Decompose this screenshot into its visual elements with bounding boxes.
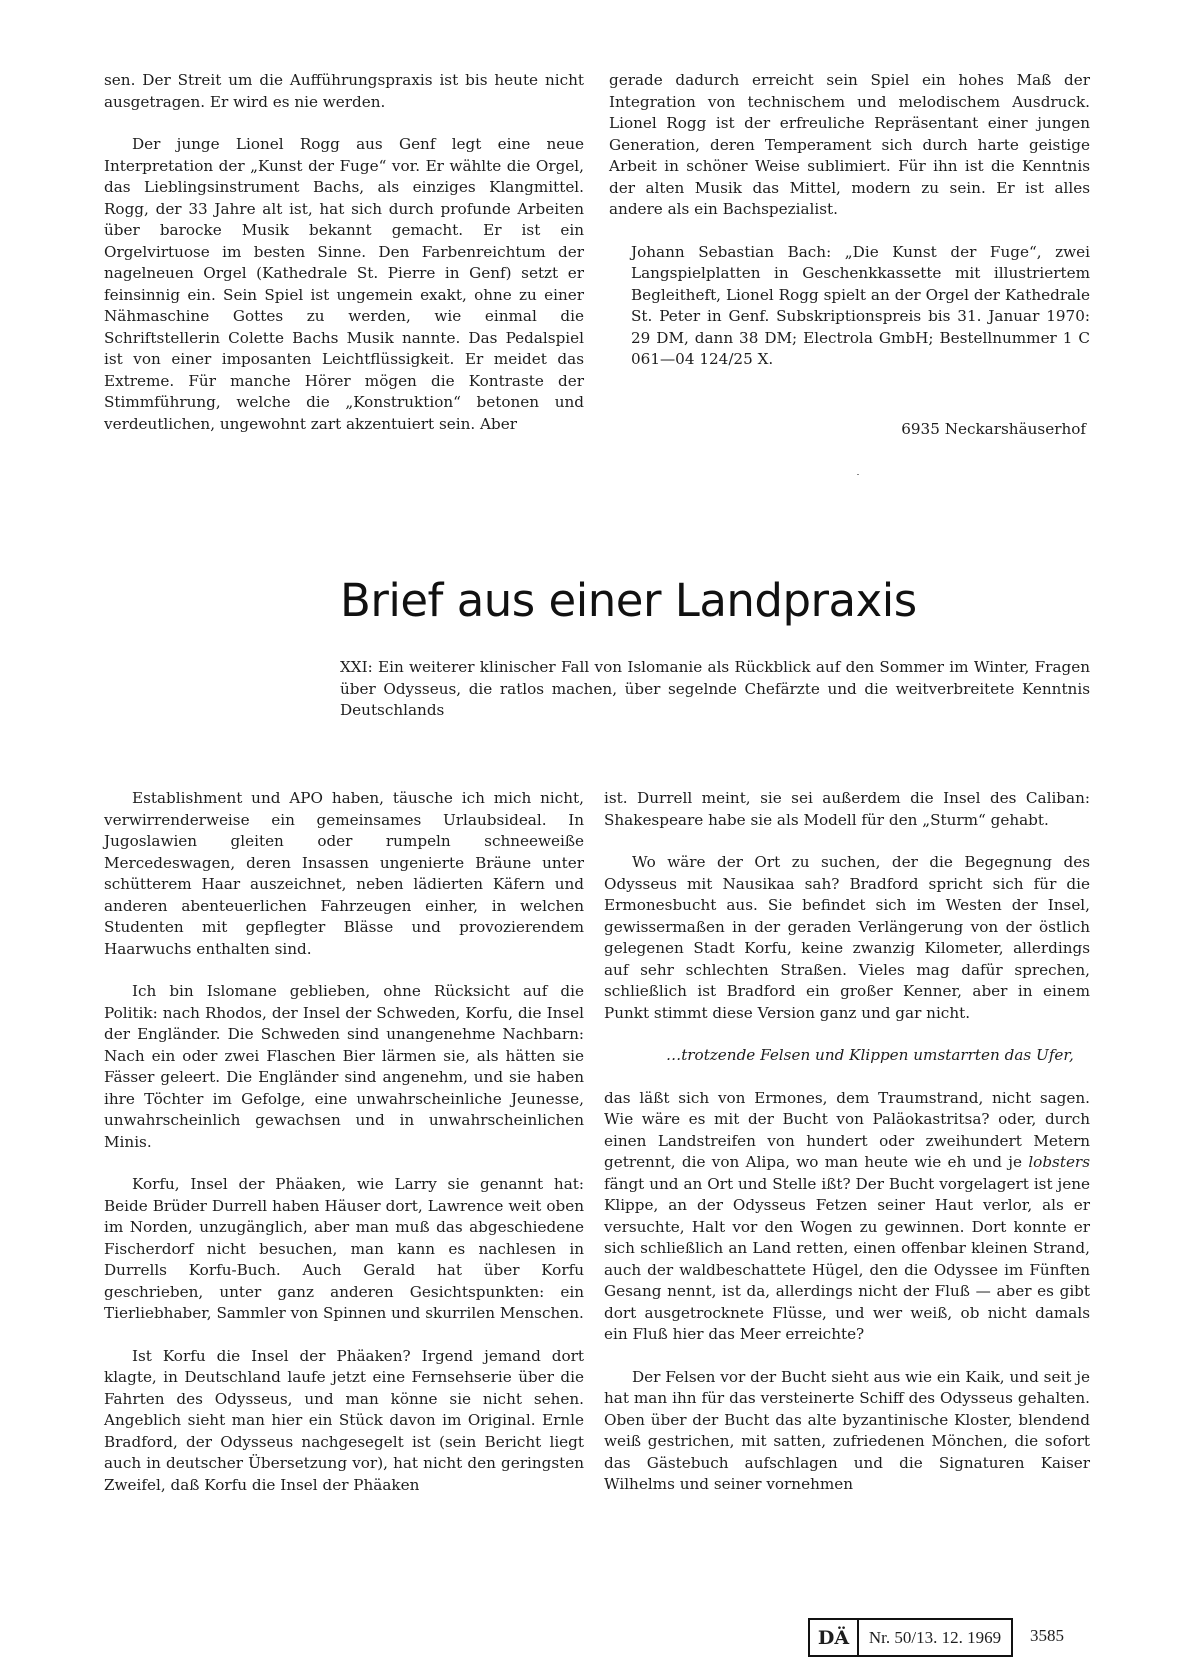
print-speck	[857, 474, 859, 475]
paragraph: sen. Der Streit um die Aufführungspraxis ist bis heute nicht ausgetragen. Er wird es nie werden.	[104, 71, 584, 111]
page-number: 3585	[1030, 1626, 1064, 1645]
journal-footer	[808, 1618, 1013, 1657]
italic-word: lobsters	[1028, 1153, 1090, 1171]
paragraph: Wo wäre der Ort zu suchen, der die Begegnung des Odysseus mit Nausikaa sah? Bradford spricht sich für die Ermonesbucht aus. Sie befindet sich im Westen der Insel, gewissermaßen in der geraden Verlängerung von der östlich gelegenen Stadt Korfu, keine zwanzig Kilometer, allerdings auf sehr schlechten Straßen. Vieles mag dafür sprechen, schließlich ist Bradford ein großer Kenner, aber in einem Punkt stimmt diese Version ganz und gar nicht.	[604, 853, 1090, 1022]
paragraph: Der Felsen vor der Bucht sieht aus wie ein Kaik, und seit je hat man ihn für das versteinerte Schiff des Odysseus gehalten. Oben über der Bucht das alte byzantinische Kloster, blendend weiß gestrichen, mit satten, zufriedenen Mönchen, die sofort das Gästebuch aufschlagen und die Signaturen Kaiser Wilhelms und seiner vornehmen	[604, 1367, 1090, 1493]
record-citation: Johann Sebastian Bach: „Die Kunst der Fuge“, zwei Langspielplatten in Geschenkkassette mit illustriertem Begleitheft, Lionel Rogg spielt an der Orgel der Kathedrale St. Peter in Genf. Subskriptionspreis bis 31. Januar 1970: 29 DM, dann 38 DM; Electrola GmbH; Bestellnummer 1 C 061—04 124/25 X.	[631, 242, 1090, 368]
paragraph: gerade dadurch erreicht sein Spiel ein hohes Maß der Integration von technischem und melodischem Ausdruck. Lionel Rogg ist der erfreuliche Repräsentant einer jungen Generation, deren Temperament sich durch harte geistige Arbeit in schöner Weise sublimiert. Für ihn ist die Kenntnis der alten Musik das Mittel, modern zu sein. Er ist alles andere als ein Bachspezialist.	[609, 71, 1090, 218]
bottom-right-column	[604, 788, 1090, 1496]
article-subtitle: XXI: Ein weiterer klinischer Fall von Islomanie als Rückblick auf den Sommer im Winter, Fragen über Odysseus, die ratlos machen, über segelnde Chefärzte und die weitverbreitete Kenntnis Deutschlands	[340, 658, 1090, 719]
odyssey-quote: …trotzende Felsen und Klippen umstarrten das Ufer,	[666, 1046, 1074, 1064]
author-location: 6935 Neckarshäuserhof	[901, 420, 1086, 438]
article-title: Brief aus einer Landpraxis	[340, 574, 917, 627]
paragraph: Korfu, Insel der Phäaken, wie Larry sie genannt hat: Beide Brüder Durrell haben Häuser dort, Lawrence weit oben im Norden, unzugänglich, aber man muß das abgeschiedene Fischerdorf nicht besuchen, man kann es nachlesen in Durrells Korfu-Buch. Auch Gerald hat über Korfu geschrieben, unter ganz anderen Gesichtspunkten: ein Tierliebhaber, Sammler von Spinnen und skurrilen Menschen.	[104, 1175, 584, 1322]
paragraph: Der junge Lionel Rogg aus Genf legt eine neue Interpretation der „Kunst der Fuge“ vor. Er wählte die Orgel, das Lieblingsinstrument Bachs, als einziges Klangmittel. Rogg, der 33 Jahre alt ist, hat sich durch profunde Arbeiten über barocke Musik bekannt gemacht. Er ist ein Orgelvirtuose im besten Sinne. Den Farbenreichtum der nagelneuen Orgel (Kathedrale St. Pierre in Genf) setzt er feinsinnig ein. Sein Spiel ist ungemein exakt, ohne zu einer Nähmaschine Gottes zu werden, wie einmal die Schriftstellerin Colette Bachs Musik nannte. Das Pedalspiel ist von einer imposanten Leichtflüssigkeit. Er meidet das Extreme. Für manche Hörer mögen die Kontraste der Stimmführung, welche die „Konstruktion“ betonen und verdeutlichen, ungewohnt zart akzentuiert sein. Aber	[104, 135, 584, 433]
paragraph: Ich bin Islomane geblieben, ohne Rücksicht auf die Politik: nach Rhodos, der Insel der Schweden, Korfu, die Insel der Engländer. Die Schweden sind unangenehme Nachbarn: Nach ein oder zwei Flaschen Bier lärmen sie, als hätten sie Fässer geleert. Die Engländer sind angenehm, und sie haben ihre Töchter im Gefolge, eine unwahrscheinliche Jeunesse, unwahrscheinlich gewachsen und in unwahrscheinlichen Minis.	[104, 982, 584, 1151]
bottom-left-column	[104, 788, 584, 1496]
paragraph: ist. Durrell meint, sie sei außerdem die Insel des Caliban: Shakespeare habe sie als Modell für den „Sturm“ gehabt.	[604, 789, 1090, 829]
paragraph: Ist Korfu die Insel der Phäaken? Irgend jemand dort klagte, in Deutschland laufe jetzt eine Fernsehserie über die Fahrten des Odysseus, und man könne sie nicht sehen. Angeblich sieht man hier ein Stück davon im Original. Ernle Bradford, der Odysseus nachgesegelt ist (sein Bericht liegt auch in deutscher Übersetzung vor), hat nicht den geringsten Zweifel, daß Korfu die Insel der Phäaken	[104, 1346, 584, 1494]
journal-logo: DÄ	[808, 1618, 858, 1657]
paragraph: das läßt sich von Ermones, dem Traumstrand, nicht sagen. Wie wäre es mit der Bucht von Paläokastritsa? oder, durch einen Landstreifen von hundert oder zweihundert Metern getrennt, die von Alipa, wo man heute wie eh und je lobsters fängt und an Ort und Stelle ißt? Der Bucht vorgelagert ist jene Klippe, an der Odysseus Fetzen seiner Haut verlor, als er versuchte, Halt vor den Wogen zu gewinnen. Dort konnte er sich schließlich an Land retten, einen offenbar kleinen Strand, auch der waldbeschattete Hügel, den die Odyssee im Fünften Gesang nennt, ist da, allerdings nicht der Fluß — aber es gibt dort ausgetrocknete Flüsse, und wer weiß, ob nicht damals ein Fluß hier das Meer erreichte?	[604, 1088, 1090, 1343]
top-left-column	[104, 70, 584, 435]
top-right-column	[609, 70, 1090, 371]
issue-number: Nr. 50/13. 12. 1969	[858, 1618, 1013, 1657]
paragraph: Establishment und APO haben, täusche ich mich nicht, verwirrenderweise ein gemeinsames Urlaubsideal. In Jugoslawien gleiten oder rumpeln schneeweiße Mercedeswagen, deren Insassen ungenierte Bräune unter schütterem Haar auszeichnet, neben lädierten Käfern und anderen abenteuerlichen Fahrzeugen einher, in welchen Studenten mit gepflegter Blässe und provozierendem Haarwuchs enthalten sind.	[104, 789, 584, 958]
